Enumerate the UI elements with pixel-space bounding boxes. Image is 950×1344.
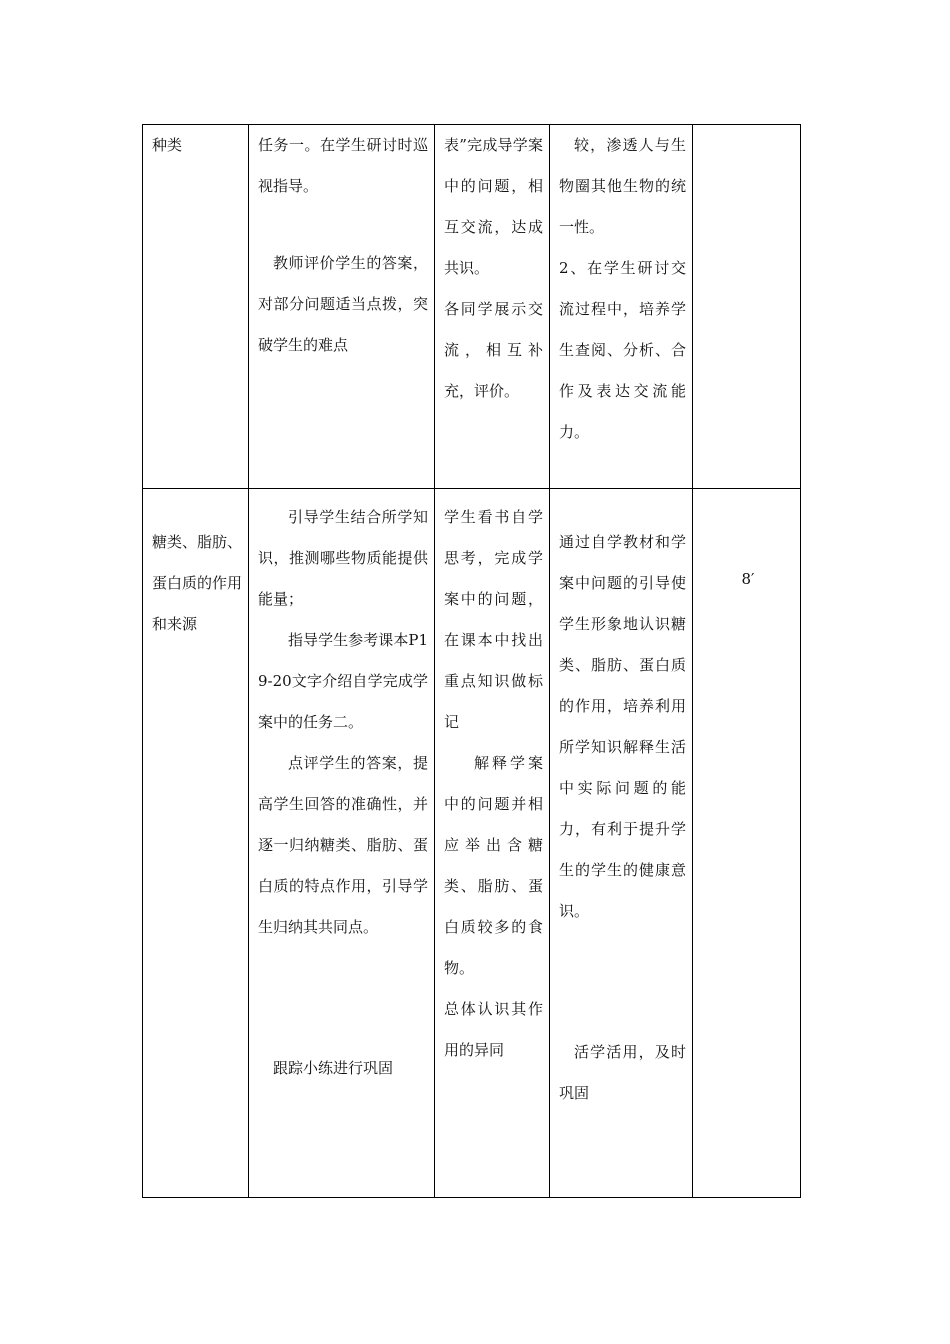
teacher-activity-cell: [249, 489, 435, 1198]
time-cell: [693, 125, 801, 489]
intent-text: 通过自学教材和学案中问题的引导使学生形象地认识糖类、脂肪、蛋白质的作用，培养利用所学知识解释生活中实际问题的能力，有利于提升学生的学生的健康意识。: [559, 533, 686, 920]
intent-text: 较，渗透人与生物圈其他生物的统一性。: [559, 136, 686, 236]
topic-text: 种类: [152, 136, 183, 154]
table-row: [143, 489, 801, 1198]
student-activity-cell: [435, 125, 550, 489]
table-row: [143, 125, 801, 489]
time-text: 8′: [741, 570, 755, 588]
student-text: 各同学展示交流，相互补充，评价。: [444, 300, 543, 400]
teacher-text: 引导学生结合所学知识，推测哪些物质能提供能量；: [258, 508, 428, 608]
student-text: 表”完成导学案中的问题，相互交流，达成共识。: [444, 136, 543, 277]
student-text: 解释学案中的问题并相应举出含糖类、脂肪、蛋白质较多的食物。: [444, 754, 543, 977]
topic-cell: [143, 489, 249, 1198]
teacher-text: 指导学生参考课本P19-20文字介绍自学完成学案中的任务二。: [258, 631, 428, 731]
design-intent-cell: [550, 125, 693, 489]
teacher-activity-cell: [249, 125, 435, 489]
time-cell: [693, 489, 801, 1198]
lesson-plan-table: [142, 124, 801, 1198]
teacher-text: 任务一。在学生研讨时巡视指导。: [258, 136, 428, 195]
teacher-text: 点评学生的答案，提高学生回答的准确性，并逐一归纳糖类、脂肪、蛋白质的特点作用，引导学生归纳其共同点。: [258, 754, 428, 936]
student-text: 学生看书自学思考，完成学案中的问题，在课本中找出重点知识做标记: [444, 508, 543, 731]
topic-cell: [143, 125, 249, 489]
design-intent-cell: [550, 489, 693, 1198]
student-activity-cell: [435, 489, 550, 1198]
topic-text: 糖类、脂肪、蛋白质的作用和来源: [152, 533, 243, 633]
teacher-text: 教师评价学生的答案，对部分问题适当点拨，突破学生的难点: [258, 254, 428, 354]
student-text: 总体认识其作用的异同: [444, 1000, 543, 1059]
teacher-text: 跟踪小练进行巩固: [273, 1059, 394, 1077]
intent-text: 2、在学生研讨交流过程中，培养学生查阅、分析、合作及表达交流能力。: [559, 259, 686, 441]
intent-text: 活学活用，及时巩固: [559, 1043, 686, 1102]
